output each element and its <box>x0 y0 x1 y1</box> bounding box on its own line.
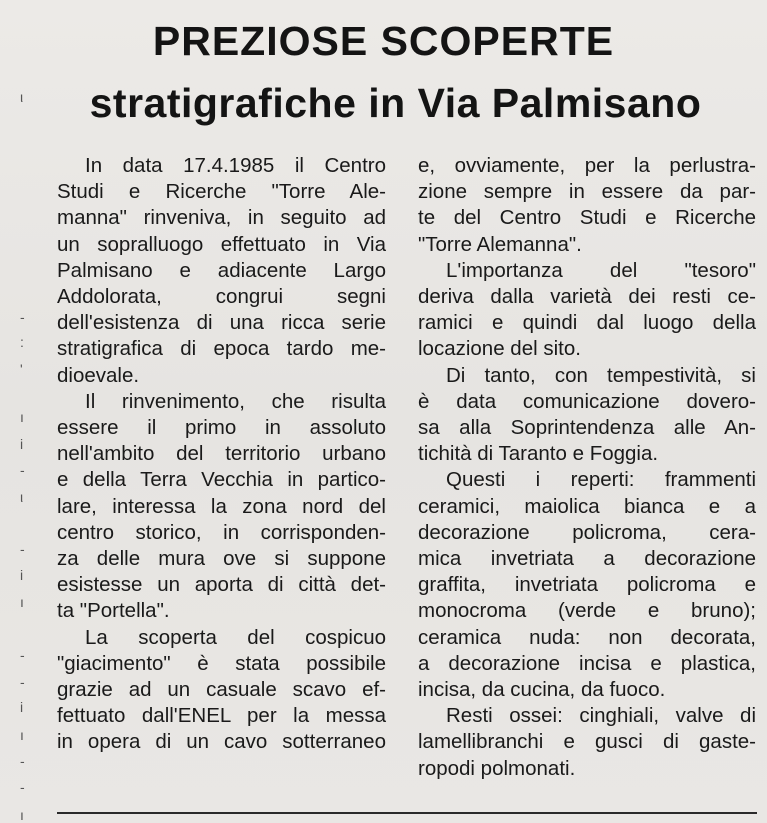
article-line: Di tanto, con tempestività, si <box>446 363 756 387</box>
headline-line-1: PREZIOSE SCOPERTE <box>152 18 615 64</box>
article-line: essere il primo in assoluto <box>57 416 386 440</box>
article-line: e, ovviamente, per la perlustra- <box>418 154 756 177</box>
article-line: L'importanza del "tesoro" <box>446 258 756 282</box>
article-line: deriva dalla varietà dei resti ce- <box>418 285 756 309</box>
article-line: zione sempre in essere da par- <box>418 180 756 204</box>
article-line: locazione del sito. <box>418 337 581 361</box>
article-line: "giacimento" è stata possibile <box>57 651 386 675</box>
bottom-rule <box>57 812 757 814</box>
article-line: è data comunicazione doverο- <box>418 389 756 413</box>
article-line: lare, interessa la zona nord del <box>57 494 386 518</box>
article-line: centro storico, in corrisponden- <box>57 520 386 544</box>
article-line: Questi i reperti: frammenti <box>446 468 756 492</box>
headline-line-2: stratigrafiche in Via Palmisano <box>89 80 702 126</box>
article-line: za delle mura ove si suppone <box>57 547 386 571</box>
article-line: dioevale. <box>57 363 140 387</box>
margin-marks: ι - : ' ı i - ι - i ı - - i ı - - ı <box>20 89 25 823</box>
article-line: Studi e Ricerche "Torre Ale- <box>57 180 386 204</box>
article-line: graffita, invetriata policroma e <box>418 573 756 597</box>
article-line: dell'esistenza di una ricca serie <box>57 311 386 335</box>
article-line: esistesse un aporta di città det- <box>57 573 386 597</box>
article-line: te del Centro Studi e Ricerche <box>418 206 756 230</box>
article-line: stratigrafica di epoca tardo me- <box>57 337 386 361</box>
article-line: "Torre Alemanna". <box>418 232 582 256</box>
article-line: e della Terra Vecchia in partico- <box>57 468 386 492</box>
article-line: In data 17.4.1985 il Centro <box>85 154 386 177</box>
article-line: lamellibranchi e gusci di gaste- <box>418 730 756 754</box>
article-line: mica invetriata a decorazione <box>418 547 756 571</box>
article-line: manna" rinveniva, in seguito ad <box>57 206 386 230</box>
article-line: ta "Portella". <box>57 599 170 623</box>
article-line: La scoperta del cospicuo <box>85 625 386 649</box>
article-line: sa alla Soprintendenza alle An- <box>418 416 756 440</box>
article-line: ceramici, maiolica bianca e a <box>418 494 756 518</box>
article-line: decorazione policroma, cera- <box>418 520 756 544</box>
article-line: in opera di un cavo sotterraneo <box>57 730 386 754</box>
article-line: un sopralluogo effettuato in Via <box>57 232 386 256</box>
article-line: nell'ambito del territorio urbano <box>57 442 386 466</box>
article-line: monocroma (verde e bruno); <box>418 599 756 623</box>
article-line: ceramica nuda: non decorata, <box>418 625 756 649</box>
article-line: Il rinvenimento, che risulta <box>85 389 386 413</box>
article-line: Palmisano e adiacente Largo <box>57 258 386 282</box>
article-line: a decorazione incisa e plastica, <box>418 651 756 675</box>
article-column-right <box>418 153 756 782</box>
article-line: incisa, da cucina, da fuoco. <box>418 678 666 702</box>
article-line: Resti ossei: cinghiali, valve di <box>446 704 756 728</box>
article-line: fettuato dall'ENEL per la messa <box>57 704 386 728</box>
article-line: ropodi polmonati. <box>418 756 576 780</box>
article-line: grazie ad un casuale scavo ef- <box>57 678 386 702</box>
article-column-left <box>57 153 386 756</box>
article-line: tichità di Taranto e Foggia. <box>418 442 659 466</box>
article-line: Addolorata, congrui segni <box>57 285 386 309</box>
article-line: ramici e quindi dal luogo della <box>418 311 756 335</box>
